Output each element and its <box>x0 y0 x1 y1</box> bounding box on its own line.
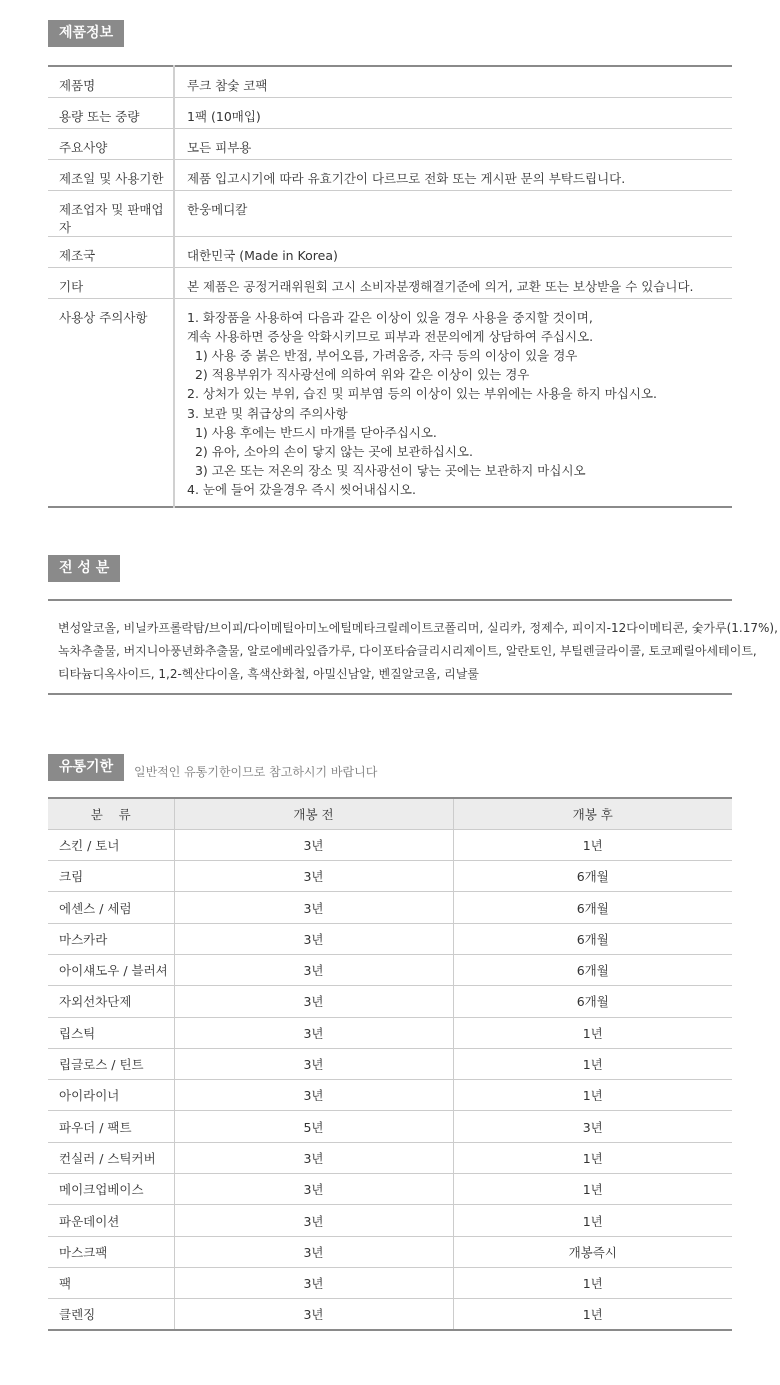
expiry-title: 유통기한 <box>48 754 124 781</box>
expiry-category: 메이크업베이스 <box>48 1174 174 1205</box>
info-label: 제조일 및 사용기한 <box>48 159 174 190</box>
expiry-row <box>48 1111 732 1142</box>
caution-line: 3) 고온 또는 저온의 장소 및 직사광선이 닿는 곳에는 보관하지 마십시오 <box>187 463 586 479</box>
expiry-after-open: 6개월 <box>453 861 732 892</box>
caution-text <box>174 298 732 507</box>
info-row <box>48 128 732 159</box>
expiry-after-open: 1년 <box>453 1142 732 1173</box>
expiry-after-open: 1년 <box>453 1174 732 1205</box>
info-label: 제품명 <box>48 66 174 97</box>
expiry-category: 파운데이션 <box>48 1205 174 1236</box>
caution-line: 1) 사용 중 붉은 반점, 부어오름, 가려움증, 자극 등의 이상이 있을 경우 <box>187 347 578 363</box>
expiry-row <box>48 923 732 954</box>
expiry-category: 컨실러 / 스틱커버 <box>48 1142 174 1173</box>
expiry-before-open: 3년 <box>174 892 453 923</box>
expiry-row <box>48 986 732 1017</box>
caution-line: 계속 사용하면 증상을 악화시키므로 피부과 전문의에게 상담하여 주십시오. <box>187 328 594 344</box>
info-label: 기타 <box>48 267 174 298</box>
expiry-after-open: 1년 <box>453 1267 732 1298</box>
expiry-category: 파우더 / 팩트 <box>48 1111 174 1142</box>
expiry-after-open: 개봉즉시 <box>453 1236 732 1267</box>
info-value: 제품 입고시기에 따라 유효기간이 다르므로 전화 또는 게시판 문의 부탁드립니다. <box>174 159 732 190</box>
expiry-before-open: 3년 <box>174 829 453 860</box>
expiry-row <box>48 892 732 923</box>
expiry-after-open: 1년 <box>453 1205 732 1236</box>
info-value: 루크 참숯 코팩 <box>174 66 732 97</box>
expiry-category: 아이섀도우 / 블러셔 <box>48 954 174 985</box>
info-row <box>48 190 732 236</box>
caution-line: 1. 화장품을 사용하여 다음과 같은 이상이 있을 경우 사용을 중지할 것이며, <box>187 309 593 325</box>
caution-line: 2) 유아, 소아의 손이 닿지 않는 곳에 보관하십시오. <box>187 443 473 459</box>
expiry-header-cell: 분 류 <box>48 798 174 829</box>
ingredient-line: 녹차추출물, 버지니아풍년화추출물, 알로에베라잎즙가루, 다이포타슘글리시리제이트, 알란토인, 부틸렌글라이콜, 토코페릴아세테이트, <box>58 644 757 658</box>
caution-line: 2) 적용부위가 직사광선에 의하여 위와 같은 이상이 있는 경우 <box>187 367 530 383</box>
expiry-header-row <box>48 798 732 829</box>
expiry-after-open: 1년 <box>453 1017 732 1048</box>
info-value: 본 제품은 공정거래위원회 고시 소비자분쟁해결기준에 의거, 교환 또는 보상받을 수 있습니다. <box>174 267 732 298</box>
info-value: 한웅메디칼 <box>174 190 732 236</box>
expiry-before-open: 3년 <box>174 986 453 1017</box>
expiry-after-open: 6개월 <box>453 986 732 1017</box>
ingredient-line: 티타늄디옥사이드, 1,2-헥산다이올, 흑색산화철, 아밀신남알, 벤질알코올, 리날룰 <box>58 667 479 681</box>
info-value: 1팩 (10매입) <box>174 97 732 128</box>
expiry-row <box>48 1142 732 1173</box>
caution-line: 3. 보관 및 취급상의 주의사항 <box>187 405 348 421</box>
caution-line: 4. 눈에 들어 갔을경우 즉시 씻어내십시오. <box>187 482 416 498</box>
expiry-category: 립글로스 / 틴트 <box>48 1048 174 1079</box>
expiry-row <box>48 954 732 985</box>
expiry-before-open: 3년 <box>174 923 453 954</box>
info-label: 용량 또는 중량 <box>48 97 174 128</box>
expiry-category: 립스틱 <box>48 1017 174 1048</box>
expiry-category: 에센스 / 세럼 <box>48 892 174 923</box>
expiry-row <box>48 861 732 892</box>
expiry-row <box>48 1080 732 1111</box>
info-row <box>48 97 732 128</box>
expiry-before-open: 3년 <box>174 1174 453 1205</box>
caution-row <box>48 298 732 507</box>
info-value: 대한민국 (Made in Korea) <box>174 236 732 267</box>
product-info-body <box>48 66 732 507</box>
expiry-after-open: 1년 <box>453 1048 732 1079</box>
info-label: 제조업자 및 판매업자 <box>48 190 174 236</box>
expiry-before-open: 3년 <box>174 954 453 985</box>
expiry-row <box>48 829 732 860</box>
expiry-after-open: 1년 <box>453 829 732 860</box>
info-label: 주요사양 <box>48 128 174 159</box>
ingredients-box <box>48 599 778 695</box>
product-info-table <box>48 65 732 508</box>
expiry-header-cell: 개봉 전 <box>174 798 453 829</box>
expiry-category: 자외선차단제 <box>48 986 174 1017</box>
expiry-category: 마스카라 <box>48 923 174 954</box>
expiry-note: 일반적인 유통기한이므로 참고하시기 바랍니다 <box>134 765 378 779</box>
info-label: 제조국 <box>48 236 174 267</box>
info-row <box>48 159 732 190</box>
info-row <box>48 66 732 97</box>
expiry-after-open: 1년 <box>453 1080 732 1111</box>
info-row <box>48 267 732 298</box>
expiry-after-open: 1년 <box>582 1307 603 1323</box>
expiry-row <box>48 1174 732 1205</box>
expiry-row <box>48 1236 732 1267</box>
expiry-category: 크림 <box>48 861 174 892</box>
info-row <box>48 236 732 267</box>
expiry-row <box>48 1017 732 1048</box>
expiry-before-open: 3년 <box>174 1017 453 1048</box>
expiry-before-open: 3년 <box>174 1267 453 1298</box>
product-info-title: 제품정보 <box>48 20 124 47</box>
expiry-after-open: 3년 <box>453 1111 732 1142</box>
expiry-after-open: 6개월 <box>453 923 732 954</box>
info-value: 모든 피부용 <box>174 128 732 159</box>
expiry-row <box>48 1048 732 1079</box>
expiry-before-open: 3년 <box>174 1299 453 1330</box>
expiry-before-open: 3년 <box>174 1080 453 1111</box>
expiry-row <box>48 1299 732 1330</box>
expiry-category: 스킨 / 토너 <box>48 829 174 860</box>
caution-label: 사용상 주의사항 <box>48 298 174 507</box>
expiry-before-open: 3년 <box>174 1236 453 1267</box>
expiry-after-open: 6개월 <box>453 954 732 985</box>
ingredient-line: 변성알코올, 비닐카프롤락탐/브이피/다이메틸아미노에틸메타크릴레이트코폴리머, 실리카, 정제수, 피이지-12다이메티콘, 숯가루(1.17%), <box>58 621 778 635</box>
expiry-category: 아이라이너 <box>48 1080 174 1111</box>
expiry-category: 팩 <box>48 1267 174 1298</box>
expiry-before-open: 3년 <box>174 861 453 892</box>
expiry-table <box>48 797 732 1331</box>
expiry-before-open: 5년 <box>174 1111 453 1142</box>
expiry-category: 마스크팩 <box>48 1236 174 1267</box>
caution-line: 1) 사용 후에는 반드시 마개를 닫아주십시오. <box>187 424 437 440</box>
expiry-category: 클렌징 <box>48 1299 174 1330</box>
expiry-row <box>48 1205 732 1236</box>
expiry-body <box>48 829 732 1330</box>
expiry-before-open: 3년 <box>174 1142 453 1173</box>
ingredients-title: 전 성 분 <box>48 555 120 582</box>
expiry-before-open: 3년 <box>174 1048 453 1079</box>
caution-line: 2. 상처가 있는 부위, 습진 및 피부염 등의 이상이 있는 부위에는 사용을 하지 마십시오. <box>187 386 658 402</box>
expiry-after-open: 6개월 <box>453 892 732 923</box>
expiry-header-cell: 개봉 후 <box>453 798 732 829</box>
expiry-before-open: 3년 <box>174 1205 453 1236</box>
expiry-row <box>48 1267 732 1298</box>
